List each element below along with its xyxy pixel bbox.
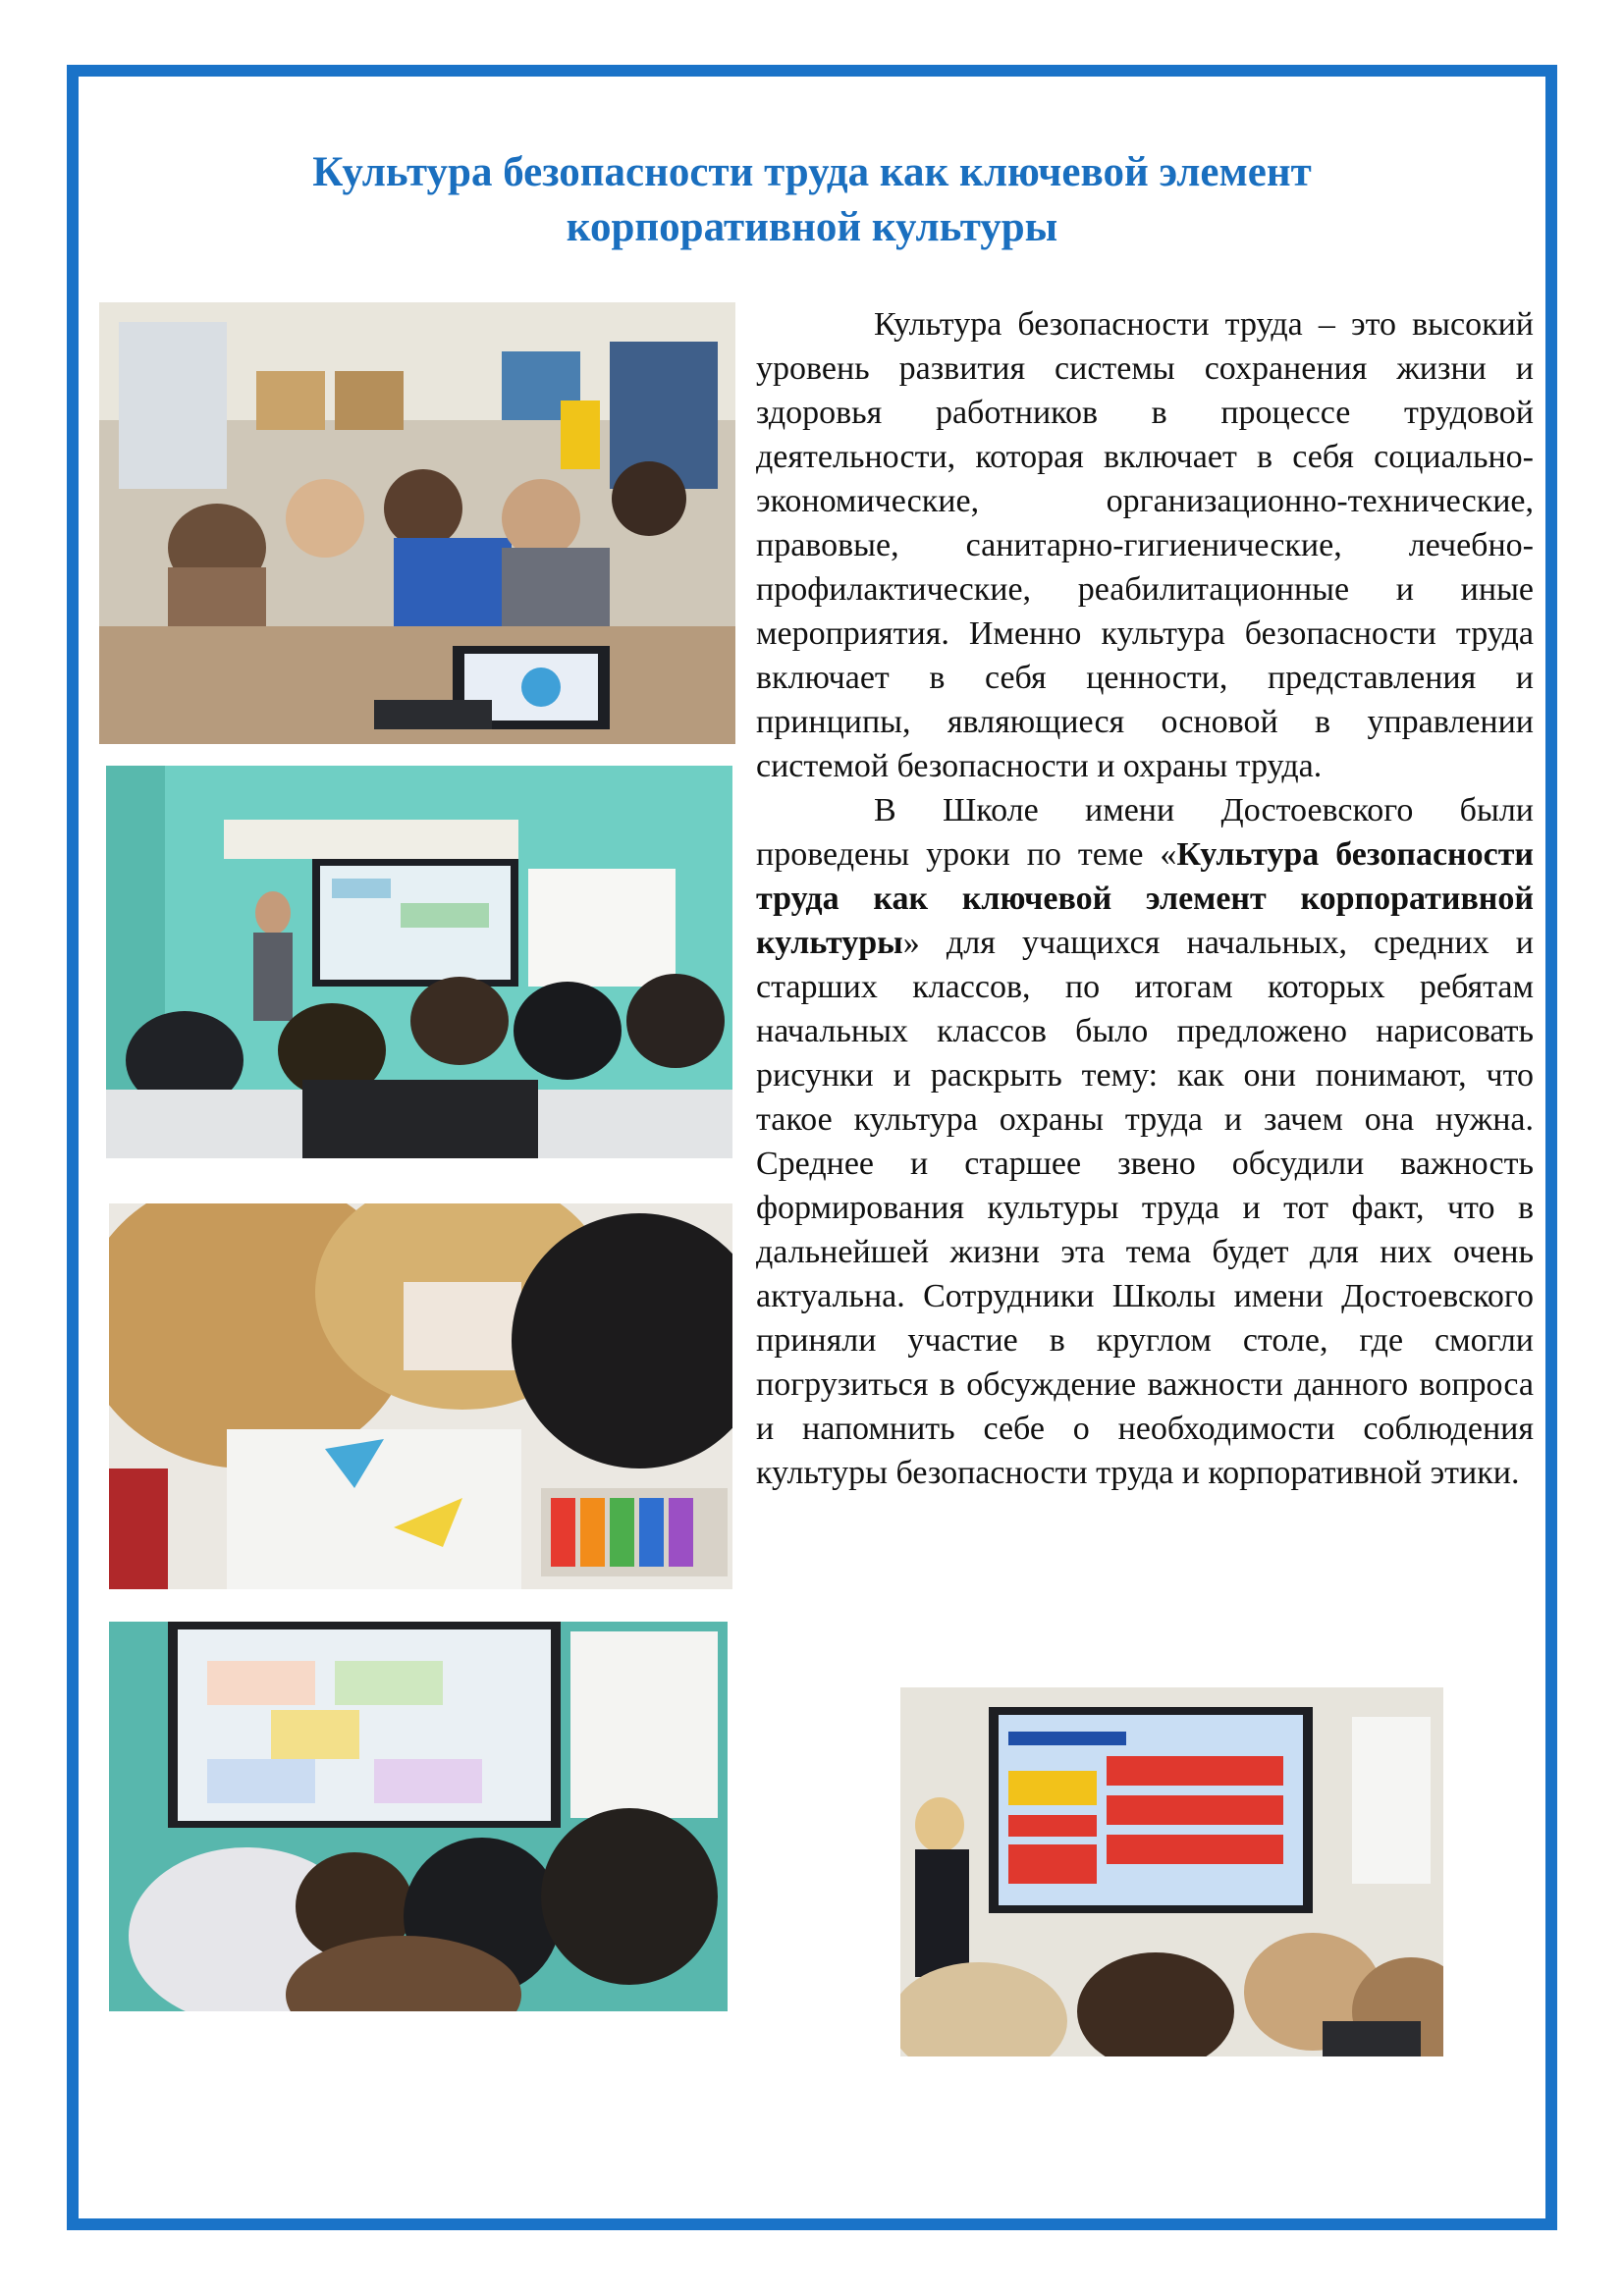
paragraph-2-part-2: » для учащихся начальных, средних и старших классов, по итогам которых ребятам начальных классов было предложено нарисовать рисунки и раскрыть тему: как они понимают, что такое культура охраны труда и зачем она нужна. Среднее и старшее звено обсудили важность формирования культуры труда и тот факт, что в дальнейшей жизни эта тема будет для них очень актуальна. Сотрудники Школы имени Достоевского приняли участие в круглом столе, где смогли погрузиться в обсуждение важности данного вопроса и напомнить себе о необходимости соблюдения культуры безопасности труда и корпоративной этики. (756, 925, 1534, 1491)
page-title (147, 145, 1477, 255)
paragraph-2-part-1: В Школе имени Достоевского были проведены уроки по теме « (756, 792, 1534, 873)
photo-children-drawing (109, 1203, 732, 1589)
photo-teacher-presenting (900, 1687, 1443, 2056)
photo-students-presentation (109, 1622, 728, 2011)
article-body (756, 302, 1534, 1495)
title-line-1: Культура безопасности труда как ключевой элемент (312, 149, 1312, 195)
paragraph-2-bold-topic: Культура безопасности труда как ключевой элемент корпоративной культуры (756, 836, 1534, 961)
title-line-2: корпоративной культуры (566, 204, 1058, 250)
photo-seminar-classroom (99, 302, 735, 744)
paragraph-2 (756, 788, 1534, 1495)
paragraph-1: Культура безопасности труда – это высокий уровень развития системы сохранения жизни и здоровья работников в процессе трудовой деятельности, которая включает в себя социально-экономические, организационно-технические, правовые, санитарно-гигиенические, лечебно-профилактические, реабилитационные и иные мероприятия. Именно культура безопасности труда включает в себя ценности, представления и принципы, являющиеся основой в управлении системой безопасности и охраны труда. (756, 306, 1534, 784)
photo-lesson-interactive-board (106, 766, 732, 1158)
